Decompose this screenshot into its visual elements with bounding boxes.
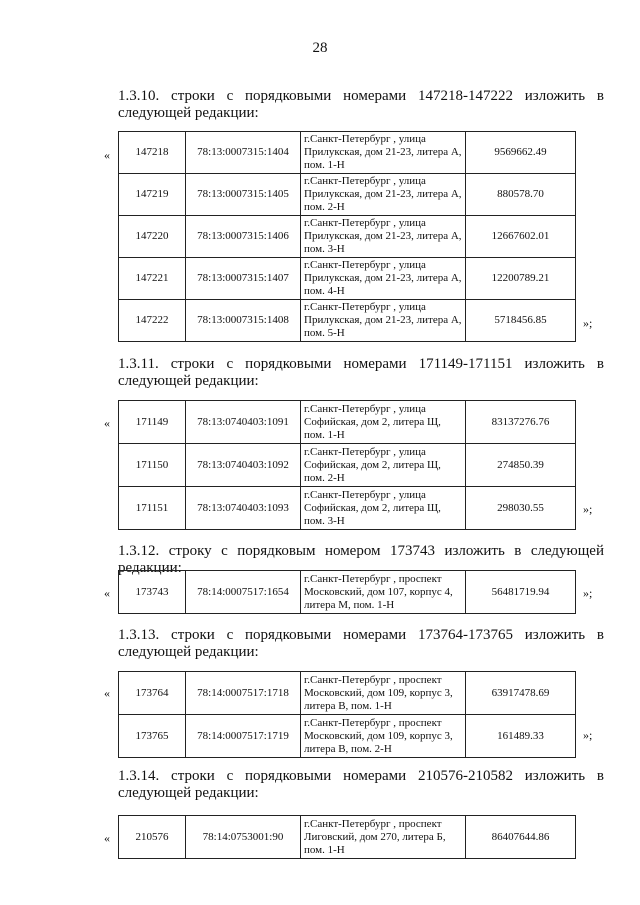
row-number: 171149 xyxy=(119,401,186,444)
table-row xyxy=(119,816,576,859)
cadastral-value: 83137276.76 xyxy=(466,401,576,444)
close-quote: »; xyxy=(583,586,593,600)
table-row xyxy=(119,672,576,715)
table-row xyxy=(119,300,576,342)
cadastral-number: 78:13:0740403:1092 xyxy=(186,444,301,487)
address: г.Санкт-Петербург , улица Прилукская, дом 21-23, литера А, пом. 2-Н xyxy=(301,174,466,216)
address: г.Санкт-Петербург , проспект Московский, дом 109, корпус 3, литера В, пом. 2-Н xyxy=(301,715,466,758)
cadastral-value: 9569662.49 xyxy=(466,132,576,174)
table-row xyxy=(119,174,576,216)
address: г.Санкт-Петербург , улица Прилукская, дом 21-23, литера А, пом. 3-Н xyxy=(301,216,466,258)
address: г.Санкт-Петербург , улица Прилукская, дом 21-23, литера А, пом. 5-Н xyxy=(301,300,466,342)
close-quote: »; xyxy=(583,316,593,330)
page-number: 28 xyxy=(312,40,328,56)
table-row xyxy=(119,216,576,258)
cadastral-number: 78:14:0007517:1719 xyxy=(186,715,301,758)
cadastral-value: 12200789.21 xyxy=(466,258,576,300)
cadastral-number: 78:13:0007315:1408 xyxy=(186,300,301,342)
open-quote: « xyxy=(104,148,110,162)
open-quote: « xyxy=(104,416,110,430)
address: г.Санкт-Петербург , улица Прилукская, дом 21-23, литера А, пом. 4-Н xyxy=(301,258,466,300)
section-heading: 1.3.10. строки с порядковыми номерами 147218-147222 изложить в следующей редакции: xyxy=(118,88,604,121)
cadastral-value: 274850.39 xyxy=(466,444,576,487)
section-heading: 1.3.13. строки с порядковыми номерами 173764-173765 изложить в следующей редакции: xyxy=(118,627,604,660)
cadastral-number: 78:13:0740403:1091 xyxy=(186,401,301,444)
cadastral-value: 5718456.85 xyxy=(466,300,576,342)
section-heading: 1.3.12. строку с порядковым номером 173743 изложить в следующей редакции: xyxy=(118,543,604,576)
cadastral-number: 78:14:0753001:90 xyxy=(186,816,301,859)
table-row xyxy=(119,444,576,487)
cadastral-number: 78:14:0007517:1654 xyxy=(186,571,301,614)
open-quote: « xyxy=(104,831,110,845)
row-number: 147220 xyxy=(119,216,186,258)
cadastral-value: 12667602.01 xyxy=(466,216,576,258)
table-row xyxy=(119,487,576,530)
section-heading: 1.3.11. строки с порядковыми номерами 171149-171151 изложить в следующей редакции: xyxy=(118,356,604,389)
row-number: 147222 xyxy=(119,300,186,342)
address: г.Санкт-Петербург , улица Софийская, дом 2, литера Щ, пом. 2-Н xyxy=(301,444,466,487)
address: г.Санкт-Петербург , проспект Московский, дом 107, корпус 4, литера М, пом. 1-Н xyxy=(301,571,466,614)
row-number: 173765 xyxy=(119,715,186,758)
section-heading: 1.3.14. строки с порядковыми номерами 210576-210582 изложить в следующей редакции: xyxy=(118,768,604,801)
open-quote: « xyxy=(104,686,110,700)
address: г.Санкт-Петербург , улица Прилукская, дом 21-23, литера А, пом. 1-Н xyxy=(301,132,466,174)
open-quote: « xyxy=(104,586,110,600)
row-number: 173743 xyxy=(119,571,186,614)
row-number: 171150 xyxy=(119,444,186,487)
registry-table xyxy=(118,570,576,614)
address: г.Санкт-Петербург , проспект Московский, дом 109, корпус 3, литера В, пом. 1-Н xyxy=(301,672,466,715)
cadastral-value: 86407644.86 xyxy=(466,816,576,859)
table-row xyxy=(119,401,576,444)
row-number: 147221 xyxy=(119,258,186,300)
registry-table xyxy=(118,400,576,530)
address: г.Санкт-Петербург , улица Софийская, дом 2, литера Щ, пом. 1-Н xyxy=(301,401,466,444)
cadastral-value: 880578.70 xyxy=(466,174,576,216)
cadastral-value: 298030.55 xyxy=(466,487,576,530)
row-number: 147218 xyxy=(119,132,186,174)
cadastral-number: 78:13:0007315:1404 xyxy=(186,132,301,174)
registry-table xyxy=(118,131,576,342)
table-row xyxy=(119,715,576,758)
cadastral-number: 78:13:0007315:1405 xyxy=(186,174,301,216)
cadastral-value: 56481719.94 xyxy=(466,571,576,614)
table-row xyxy=(119,258,576,300)
row-number: 210576 xyxy=(119,816,186,859)
table-row xyxy=(119,571,576,614)
row-number: 171151 xyxy=(119,487,186,530)
cadastral-number: 78:13:0007315:1406 xyxy=(186,216,301,258)
close-quote: »; xyxy=(583,502,593,516)
registry-table xyxy=(118,815,576,859)
cadastral-number: 78:14:0007517:1718 xyxy=(186,672,301,715)
table-row xyxy=(119,132,576,174)
cadastral-number: 78:13:0007315:1407 xyxy=(186,258,301,300)
address: г.Санкт-Петербург , улица Софийская, дом 2, литера Щ, пом. 3-Н xyxy=(301,487,466,530)
registry-table xyxy=(118,671,576,758)
address: г.Санкт-Петербург , проспект Лиговский, дом 270, литера Б, пом. 1-Н xyxy=(301,816,466,859)
cadastral-number: 78:13:0740403:1093 xyxy=(186,487,301,530)
close-quote: »; xyxy=(583,728,593,742)
cadastral-value: 63917478.69 xyxy=(466,672,576,715)
cadastral-value: 161489.33 xyxy=(466,715,576,758)
row-number: 147219 xyxy=(119,174,186,216)
row-number: 173764 xyxy=(119,672,186,715)
